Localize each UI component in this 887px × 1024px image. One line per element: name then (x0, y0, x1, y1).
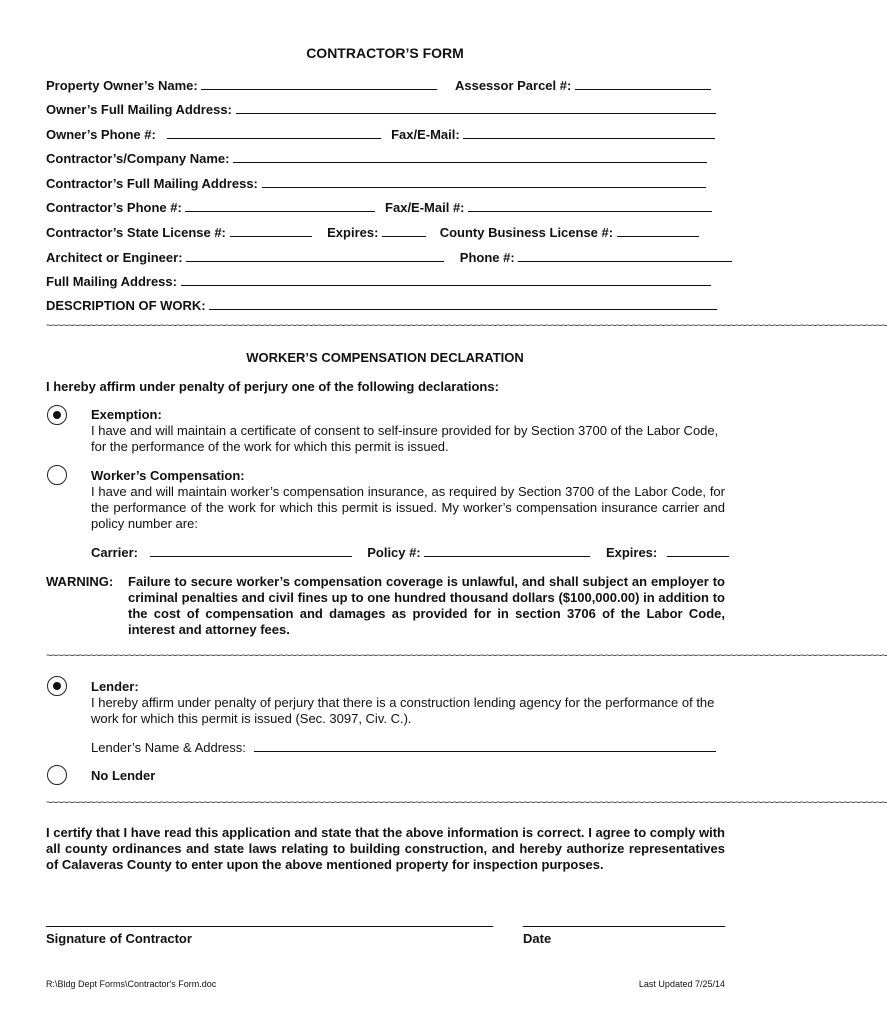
contractor-mailing-address-field[interactable] (262, 175, 706, 188)
state-license-field[interactable] (230, 224, 312, 237)
row-owner-name (46, 77, 726, 93)
form-title: CONTRACTOR’S FORM (306, 45, 464, 61)
row-contractor-name (46, 150, 726, 166)
divider: ~~~~~~~~~~~~~~~~~~~~~~~~~~~~~~~~~~~~~~~~~~~~~~~~~~~~~~~~~~~~~~~~~~~~~~~~~~~~~~~~~~~~~~~~~~~~~~~~~~~~~~~~~~~~~~~~~~~~~~~~~~~~~~~~~~~~~~~~~~~~~~~~~~~~~~~~~~~ (46, 797, 887, 809)
lender-text: I hereby affirm under penalty of perjury that there is a construction lending agency for the performance of the work for which this permit is issued (Sec. 3097, Civ. C.). (91, 695, 715, 726)
footer-path: R:\Bldg Dept Forms\Contractor's Form.doc (46, 979, 217, 989)
contractor-company-name-field[interactable] (233, 150, 707, 163)
policy-field[interactable] (424, 544, 590, 557)
architect-engineer-field[interactable] (186, 249, 444, 262)
contractor-company-name-label: Contractor’s/Company Name: (46, 151, 230, 166)
exemption-radio-dot (53, 411, 61, 419)
lender-name-address-field[interactable] (254, 739, 716, 752)
exemption-text: I have and will maintain a certificate of consent to self-insure provided for by Section 3700 of the Labor Code, for the performance of the work for which this permit is issued. (91, 423, 719, 454)
property-owner-name-label: Property Owner’s Name: (46, 78, 198, 93)
row-full-address (46, 273, 726, 289)
lender-radio-dot (53, 682, 61, 690)
description-of-work-label: DESCRIPTION OF WORK: (46, 298, 206, 313)
date-label: Date (523, 931, 552, 946)
lender-title: Lender: (91, 679, 139, 694)
row-owner-phone (46, 126, 726, 142)
policy-label: Policy #: (367, 545, 421, 560)
exemption-title: Exemption: (91, 407, 162, 422)
owner-mailing-address-label: Owner’s Full Mailing Address: (46, 102, 232, 117)
row-owner-address (46, 101, 726, 117)
affirm-statement: I hereby affirm under penalty of perjury one of the following declarations: (46, 379, 499, 394)
description-of-work-field[interactable] (209, 297, 717, 310)
workers-comp-heading: WORKER’S COMPENSATION DECLARATION (246, 350, 524, 365)
county-business-license-field[interactable] (617, 224, 699, 237)
carrier-field[interactable] (150, 544, 352, 557)
owner-fax-email-label: Fax/E-Mail: (391, 127, 460, 142)
signature-label: Signature of Contractor (46, 931, 192, 946)
warning-label: WARNING: (46, 574, 114, 589)
no-lender-title: No Lender (91, 768, 156, 783)
contractor-phone-field[interactable] (185, 199, 375, 212)
workers-compensation-radio[interactable] (47, 465, 67, 485)
policy-expires-label: Expires: (605, 545, 658, 560)
owner-phone-label: Owner’s Phone #: (46, 127, 156, 142)
divider: ~~~~~~~~~~~~~~~~~~~~~~~~~~~~~~~~~~~~~~~~~~~~~~~~~~~~~~~~~~~~~~~~~~~~~~~~~~~~~~~~~~~~~~~~~~~~~~~~~~~~~~~~~~~~~~~~~~~~~~~~~~~~~~~~~~~~~~~~~~~~~~~~~~~~~~~~~~~ (46, 320, 887, 332)
row-architect (46, 249, 726, 265)
assessor-parcel-label: Assessor Parcel #: (454, 78, 572, 93)
owner-phone-field[interactable] (167, 126, 381, 139)
certification-text: I certify that I have read this application and state that the above information is correct. I agree to comply with all county ordinances and state laws relating to building construction, and hereby authorize representatives of Calaveras County to enter upon the above mentioned property for inspection purposes. (46, 825, 725, 872)
contractor-phone-label: Contractor’s Phone #: (46, 200, 182, 215)
workers-compensation-text: I have and will maintain worker’s compensation insurance, as required by Section 3700 of the Labor Code, for the performance of the work for which this permit is issued. My worker’s compensation insurance carrier and policy number are: (91, 484, 725, 531)
full-mailing-address-label: Full Mailing Address: (46, 274, 177, 289)
lender-radio[interactable] (47, 676, 67, 696)
architect-engineer-label: Architect or Engineer: (46, 250, 183, 265)
exemption-radio[interactable] (47, 405, 67, 425)
full-mailing-address-field[interactable] (181, 273, 711, 286)
row-description (46, 297, 726, 313)
row-contractor-phone (46, 199, 726, 215)
contractor-fax-email-label: Fax/E-Mail #: (385, 200, 465, 215)
owner-fax-email-field[interactable] (463, 126, 715, 139)
workers-compensation-title: Worker’s Compensation: (91, 468, 245, 483)
signature-line[interactable] (46, 926, 493, 927)
architect-phone-label: Phone #: (459, 250, 515, 265)
row-licenses (46, 224, 726, 240)
lender-name-address-label: Lender’s Name & Address: (91, 740, 246, 755)
footer-updated: Last Updated 7/25/14 (638, 979, 725, 989)
state-license-label: Contractor’s State License #: (46, 225, 226, 240)
contractor-mailing-address-label: Contractor’s Full Mailing Address: (46, 176, 258, 191)
lender-name-row (91, 739, 727, 755)
property-owner-name-field[interactable] (201, 77, 437, 90)
no-lender-radio[interactable] (47, 765, 67, 785)
carrier-label: Carrier: (91, 545, 138, 560)
license-expires-field[interactable] (382, 224, 426, 237)
warning-text: Failure to secure worker’s compensation coverage is unlawful, and shall subject an employer to criminal penalties and civil fines up to one hundred thousand dollars ($100,000.00) in addition to the cost of compensation and damages as provided for in section 3706 of the Labor Code, interest and attorney fees. (128, 574, 725, 637)
county-business-license-label: County Business License #: (439, 225, 614, 240)
architect-phone-field[interactable] (518, 249, 732, 262)
carrier-row (91, 544, 727, 560)
divider: ~~~~~~~~~~~~~~~~~~~~~~~~~~~~~~~~~~~~~~~~~~~~~~~~~~~~~~~~~~~~~~~~~~~~~~~~~~~~~~~~~~~~~~~~~~~~~~~~~~~~~~~~~~~~~~~~~~~~~~~~~~~~~~~~~~~~~~~~~~~~~~~~~~~~~~~~~~~ (46, 650, 887, 662)
policy-expires-field[interactable] (667, 544, 729, 557)
assessor-parcel-field[interactable] (575, 77, 711, 90)
row-contractor-address (46, 175, 726, 191)
date-line[interactable] (523, 926, 725, 927)
contractor-fax-email-field[interactable] (468, 199, 712, 212)
owner-mailing-address-field[interactable] (236, 101, 716, 114)
expires-label: Expires: (327, 225, 379, 240)
